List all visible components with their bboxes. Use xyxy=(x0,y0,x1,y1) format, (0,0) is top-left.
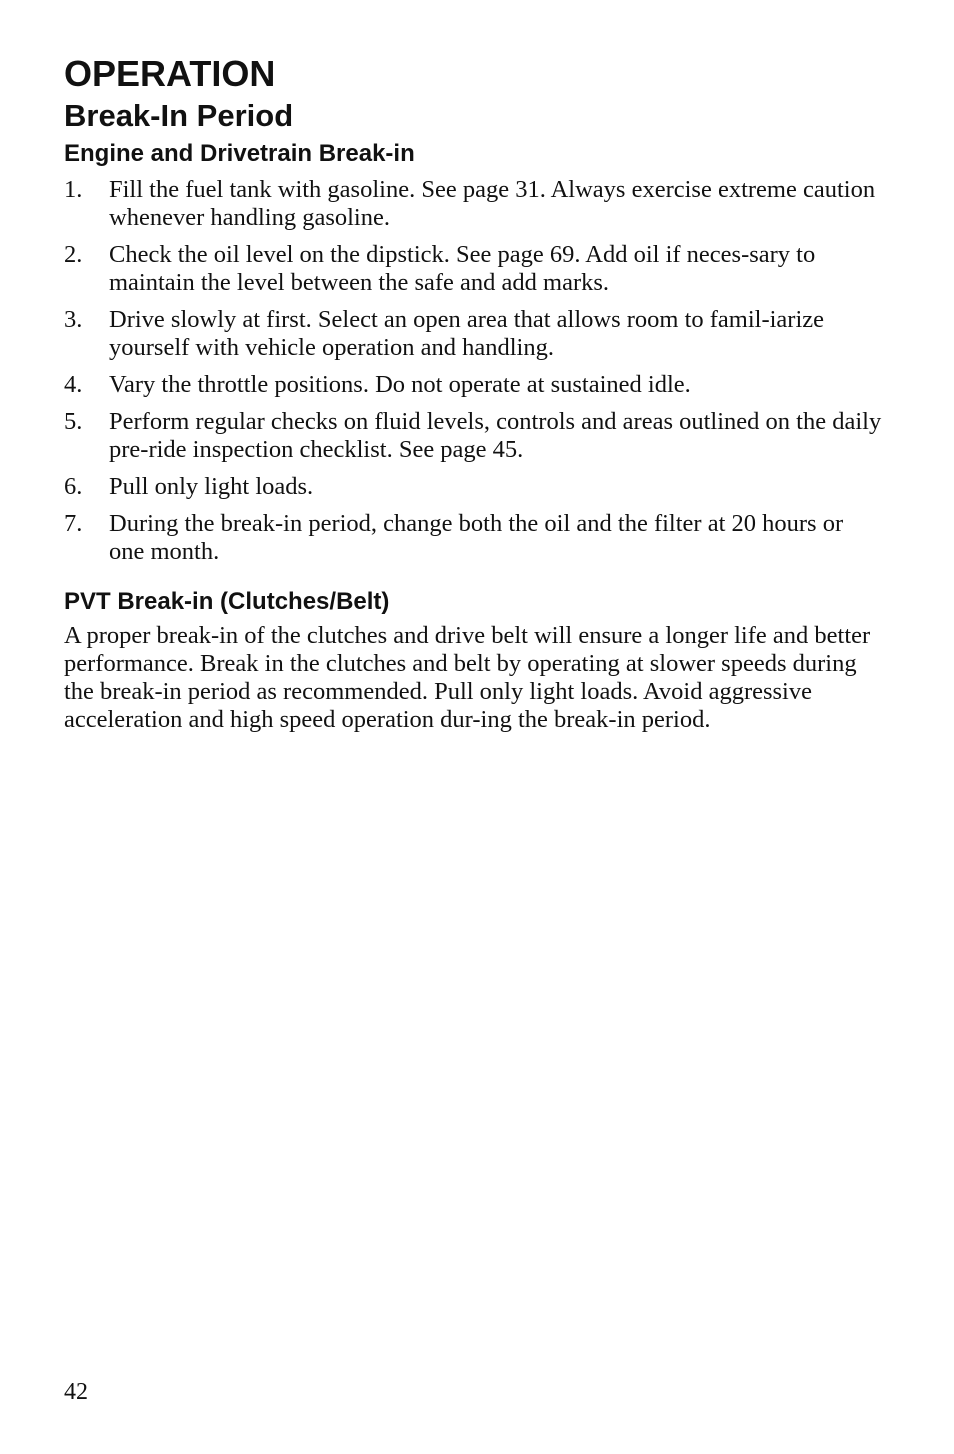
engine-breakin-heading: Engine and Drivetrain Break-in xyxy=(64,140,415,167)
step-text: Perform regular checks on fluid levels, controls and areas outlined on the daily pre-ride inspection checklist. See page 45. xyxy=(109,408,882,463)
step-text: Fill the fuel tank with gasoline. See page 31. Always exercise extreme caution whenever handling gasoline. xyxy=(109,176,876,231)
pvt-breakin-heading: PVT Break-in (Clutches/Belt) xyxy=(64,588,390,615)
step-number: 5. xyxy=(64,408,83,435)
step-text: During the break-in period, change both the oil and the filter at 20 hours or one month. xyxy=(109,510,844,565)
step-text: Pull only light loads. xyxy=(109,473,314,500)
step-text: Check the oil level on the dipstick. See page 69. Add oil if neces-sary to maintain the level between the safe and add marks. xyxy=(109,241,816,296)
section-title: Break-In Period xyxy=(64,98,294,133)
list-item xyxy=(64,473,884,501)
step-number: 6. xyxy=(64,473,83,500)
page-number: 42 xyxy=(64,1379,88,1405)
pvt-breakin-section xyxy=(64,586,884,734)
list-item xyxy=(64,241,884,297)
step-number: 7. xyxy=(64,510,83,537)
chapter-title: OPERATION xyxy=(64,53,276,94)
page-content xyxy=(64,52,884,734)
list-item xyxy=(64,306,884,362)
list-item xyxy=(64,510,884,566)
step-number: 3. xyxy=(64,306,83,333)
engine-breakin-steps xyxy=(64,176,884,566)
step-text: Drive slowly at first. Select an open area that allows room to famil-iarize yourself with vehicle operation and handling. xyxy=(109,306,825,361)
list-item xyxy=(64,408,884,464)
pvt-breakin-paragraph: A proper break-in of the clutches and drive belt will ensure a longer life and better performance. Break in the clutches and belt by operating at slower speeds during the break-in period as recommended. Pull only light loads. Avoid aggressive acceleration and high speed operation dur-ing the break-in period. xyxy=(64,622,871,733)
step-number: 1. xyxy=(64,176,83,203)
list-item xyxy=(64,371,884,399)
step-number: 4. xyxy=(64,371,83,398)
step-text: Vary the throttle positions. Do not operate at sustained idle. xyxy=(109,371,691,398)
list-item xyxy=(64,176,884,232)
step-number: 2. xyxy=(64,241,83,268)
engine-breakin-section xyxy=(64,138,884,566)
